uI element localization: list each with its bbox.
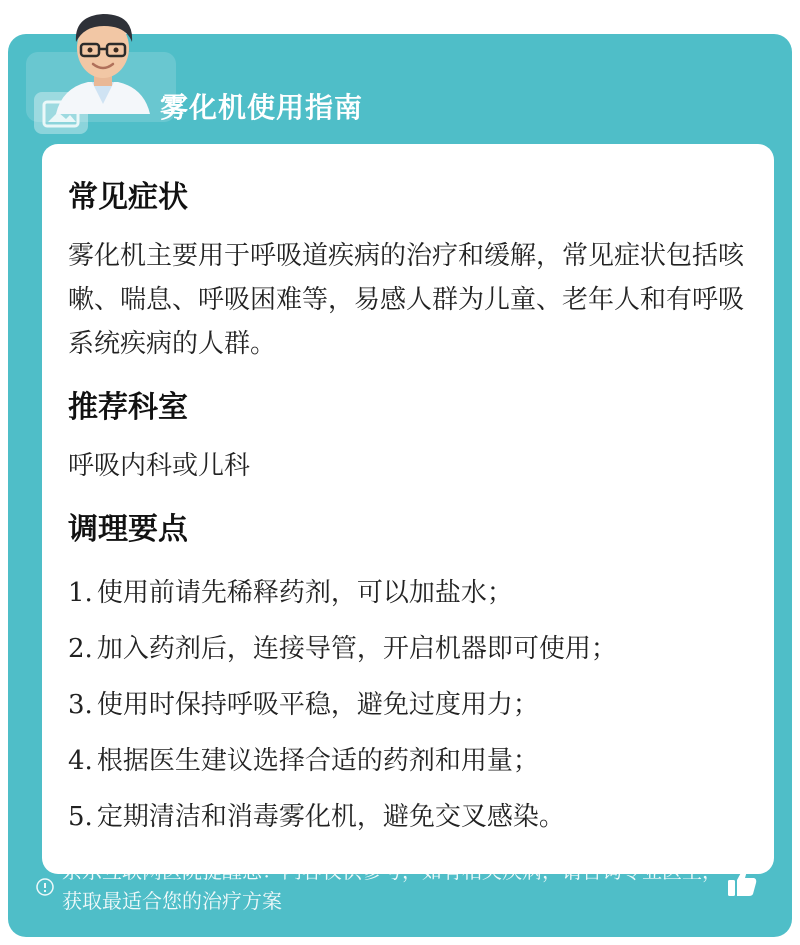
info-icon [36,878,54,896]
page-title: 雾化机使用指南 [160,91,364,124]
list-text: 加入药剂后，连接导管，开启机器即可使用； [96,634,617,664]
list-item [68,684,539,721]
guide-frame [8,34,792,937]
list-text: 使用前请先稀释药剂，可以加盐水； [96,578,513,608]
list-number: 3. [68,690,93,720]
list-number: 1. [68,578,93,608]
section-heading-department: 推荐科室 [68,390,188,425]
disclaimer-text: 京东互联网医院提醒您：内容仅供参考，如有相关疾病，请咨询专业医生，获取最适合您的治疗方案 [62,859,722,913]
list-item [68,796,565,833]
list-number: 4. [68,746,93,776]
department-text: 呼吸内科或儿科 [68,451,251,481]
symptoms-text: 雾化机主要用于呼吸道疾病的治疗和缓解，常见症状包括咳嗽、喘息、呼吸困难等，易感人群为儿童、老年人和有呼吸系统疾病的人群。 [68,241,745,359]
section-heading-care-points: 调理要点 [68,512,188,547]
list-number: 5. [68,802,93,832]
list-number: 2. [68,634,93,664]
doctor-avatar [48,8,158,114]
list-text: 使用时保持呼吸平稳，避免过度用力； [96,690,539,720]
list-text: 根据医生建议选择合适的药剂和用量； [96,746,539,776]
list-item [68,628,617,665]
content-card [42,144,774,874]
thumbs-up-icon[interactable] [724,864,760,900]
section-heading-symptoms: 常见症状 [68,180,188,215]
list-text: 定期清洁和消毒雾化机，避免交叉感染。 [96,802,565,832]
list-item [68,740,539,777]
list-item [68,572,513,609]
